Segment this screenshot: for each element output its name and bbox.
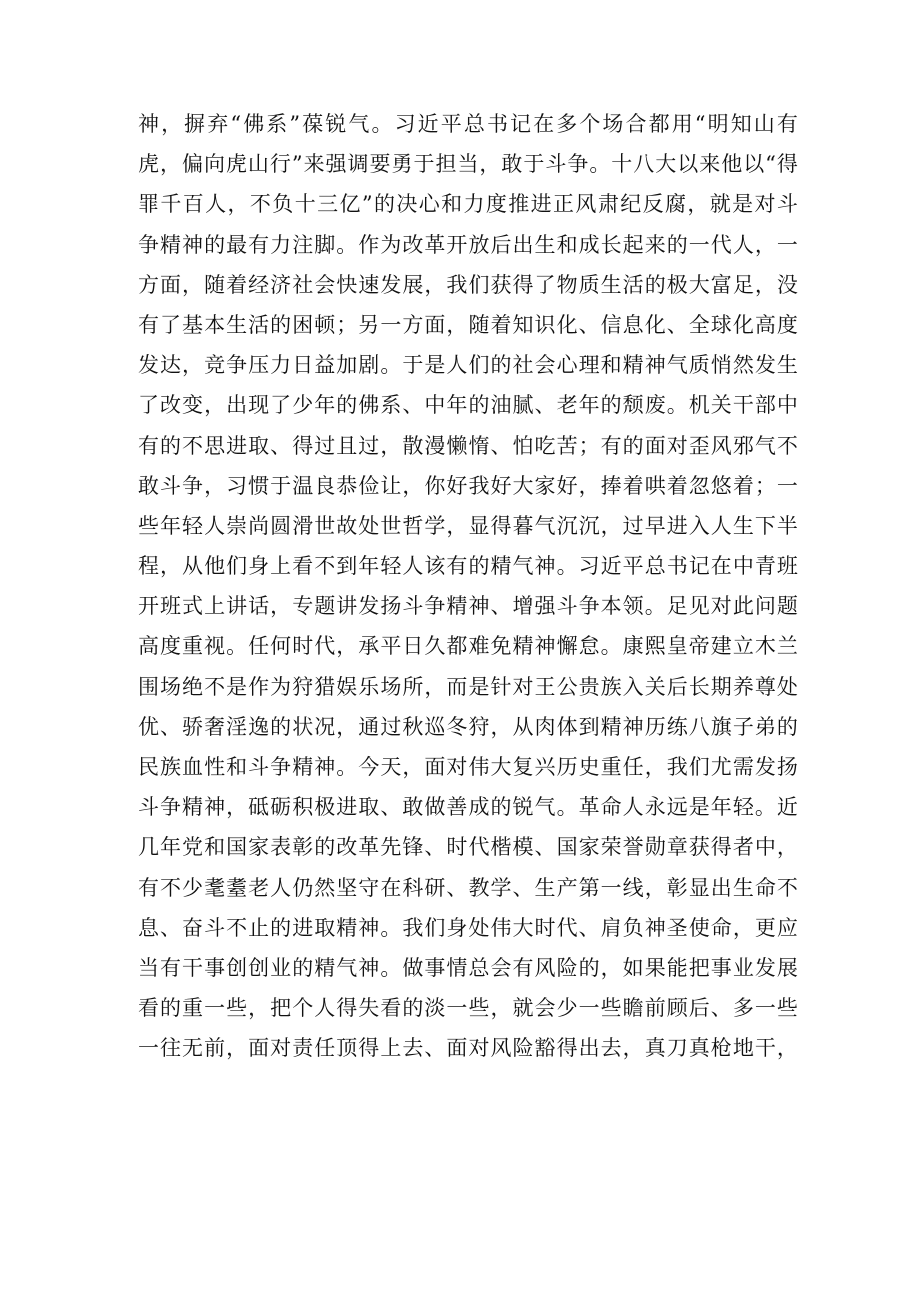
text-line: 有的不思进取、得过且过，散漫懒惰、怕吃苦；有的面对歪风邪气不 xyxy=(138,433,798,458)
text-line: 几年党和国家表彰的改革先锋、时代楷模、国家荣誉勋章获得者中， xyxy=(138,835,798,860)
text-line: 围场绝不是作为狩猎娱乐场所，而是针对王公贵族入关后长期养尊处 xyxy=(138,674,798,699)
text-line: 敢斗争，习惯于温良恭俭让，你好我好大家好，捧着哄着忽悠着；一 xyxy=(138,473,798,498)
text-line: 虎，偏向虎山行”来强调要勇于担当，敢于斗争。十八大以来他以“得 xyxy=(138,152,798,177)
text-line: 当有干事创创业的精气神。做事情总会有风险的，如果能把事业发展 xyxy=(138,955,798,980)
text-line: 神，摒弃“佛系”葆锐气。习近平总书记在多个场合都用“明知山有 xyxy=(138,112,798,136)
text-line: 斗争精神，砥砺积极进取、敢做善成的锐气。革命人永远是年轻。近 xyxy=(138,795,798,820)
text-line: 民族血性和斗争精神。今天，面对伟大复兴历史重任，我们尤需发扬 xyxy=(138,755,798,779)
text-line: 方面，随着经济社会快速发展，我们获得了物质生活的极大富足，没 xyxy=(138,272,798,297)
text-line: 开班式上讲话，专题讲发扬斗争精神、增强斗争本领。足见对此问题 xyxy=(138,594,798,619)
text-line: 息、奋斗不止的进取精神。我们身处伟大时代、肩负神圣使命，更应 xyxy=(138,915,798,940)
text-line: 有不少耄耋老人仍然坚守在科研、教学、生产第一线，彰显出生命不 xyxy=(138,875,798,900)
text-line: 程，从他们身上看不到年轻人该有的精气神。习近平总书记在中青班 xyxy=(138,554,798,579)
body-paragraph xyxy=(138,104,798,1069)
text-line: 看的重一些，把个人得失看的淡一些，就会少一些瞻前顾后、多一些 xyxy=(138,996,798,1021)
text-line: 一往无前，面对责任顶得上去、面对风险豁得出去，真刀真枪地干， xyxy=(138,1036,798,1061)
text-line: 了改变，出现了少年的佛系、中年的油腻、老年的颓废。机关干部中 xyxy=(138,393,798,418)
text-line: 有了基本生活的困顿；另一方面，随着知识化、信息化、全球化高度 xyxy=(138,312,798,337)
text-line: 罪千百人，不负十三亿”的决心和力度推进正风肃纪反腐，就是对斗 xyxy=(138,192,798,217)
text-line: 争精神的最有力注脚。作为改革开放后出生和成长起来的一代人，一 xyxy=(138,232,798,257)
text-line: 高度重视。任何时代，承平日久都难免精神懈怠。康熙皇帝建立木兰 xyxy=(138,634,798,659)
text-line: 些年轻人崇尚圆滑世故处世哲学，显得暮气沉沉，过早进入人生下半 xyxy=(138,513,798,538)
text-line: 发达，竞争压力日益加剧。于是人们的社会心理和精神气质悄然发生 xyxy=(138,353,798,378)
text-line: 优、骄奢淫逸的状况，通过秋巡冬狩，从肉体到精神历练八旗子弟的 xyxy=(138,714,798,739)
